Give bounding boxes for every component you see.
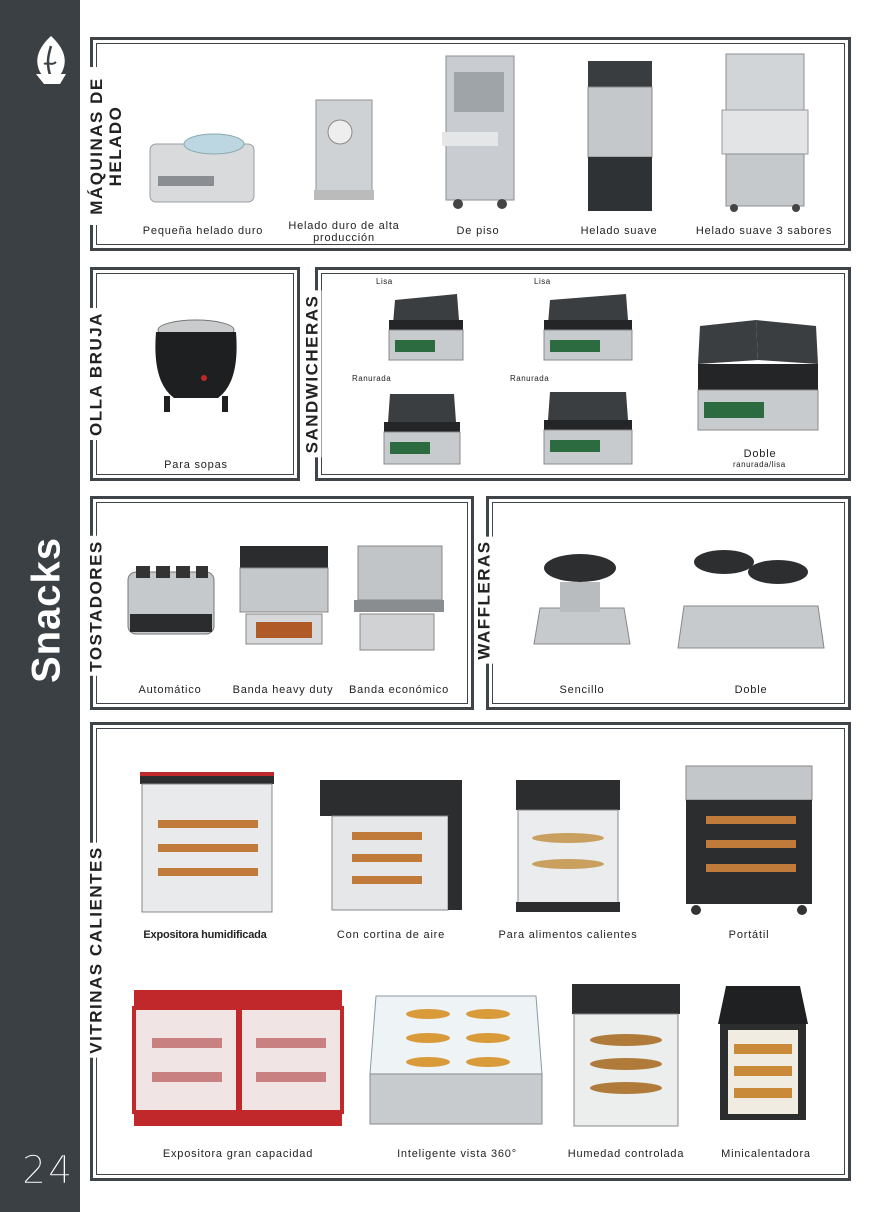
olla-caption: Para sopas: [164, 459, 228, 471]
vitrina-portatil-image: [684, 764, 814, 918]
helado-caption-5: Helado suave 3 sabores: [695, 225, 833, 237]
leaf-logo-icon: [30, 34, 72, 86]
tostador-caption-3: Banda económico: [348, 684, 450, 696]
tostadores-title: TOSTADORES: [87, 536, 106, 676]
sidebar: [0, 0, 80, 1212]
tostador-heavy-image: [236, 544, 332, 650]
wafflera-doble-image: [676, 544, 826, 652]
vitrina-gran-capacidad-image: [132, 988, 344, 1130]
page-number: 24: [22, 1148, 75, 1192]
vitrina-r2-caption-2: Inteligente vista 360°: [397, 1148, 517, 1160]
sandwich-lisa-1-image: [385, 290, 467, 366]
sandwich-ranurada-1-image: [380, 388, 464, 470]
vitrina-humidificada-image: [138, 770, 276, 916]
helado-piso-image: [440, 52, 520, 212]
helado-caption-2: Helado duro de alta producción: [288, 220, 400, 244]
section-title: Snacks: [24, 536, 69, 684]
tostador-caption-1: Automático: [138, 684, 202, 696]
waffleras-title: WAFFLERAS: [475, 536, 494, 663]
sandwich-tag-ranurada-1: Ranurada: [352, 374, 392, 383]
helado-caption-1: Pequeña helado duro: [142, 225, 264, 237]
sandwich-tag-lisa-2: Lisa: [534, 277, 551, 286]
olla-image: [150, 312, 242, 416]
sandwich-ranurada-2-image: [540, 386, 636, 470]
vitrina-minicalentadora-image: [716, 984, 810, 1128]
vitrina-r2-caption-1: Expositora gran capacidad: [162, 1148, 314, 1160]
vitrinas-title: VITRINAS CALIENTES: [87, 842, 106, 1057]
vitrina-r2-caption-3: Humedad controlada: [567, 1148, 685, 1160]
helado-caption-3: De piso: [456, 225, 500, 237]
sandwicheras-title: SANDWICHERAS: [303, 291, 322, 458]
olla-title: OLLA BRUJA: [87, 308, 106, 440]
wafflera-sencillo-image: [530, 548, 634, 648]
helado-pequena-image: [146, 128, 258, 208]
sandwich-doble-subcaption: ranurada/lisa: [733, 460, 786, 469]
vitrina-calientes-image: [514, 778, 622, 916]
vitrina-r1-caption-1: Expositora humidificada: [143, 929, 267, 941]
sandwich-doble-caption: Doble: [743, 448, 777, 460]
sandwich-tag-lisa-1: Lisa: [376, 277, 393, 286]
vitrina-humedad-image: [570, 982, 682, 1130]
tostador-economico-image: [352, 544, 446, 654]
sandwich-tag-ranurada-2: Ranurada: [510, 374, 550, 383]
helado-alta-image: [310, 96, 376, 204]
wafflera-caption-2: Doble: [734, 684, 768, 696]
tostador-automatico-image: [126, 564, 216, 640]
vitrina-360-image: [366, 986, 546, 1128]
vitrina-r1-caption-2: Con cortina de aire: [336, 929, 446, 941]
helado-caption-4: Helado suave: [580, 225, 658, 237]
vitrina-r1-caption-3: Para alimentos calientes: [498, 929, 638, 941]
helado-3-sabores-image: [720, 52, 810, 214]
tostador-caption-2: Banda heavy duty: [232, 684, 334, 696]
wafflera-caption-1: Sencillo: [559, 684, 605, 696]
vitrina-r1-caption-4: Portátil: [728, 929, 770, 941]
helado-suave-image: [584, 57, 656, 215]
helado-title: MÁQUINAS DE HELADO: [87, 67, 125, 225]
sandwich-lisa-2-image: [540, 290, 636, 366]
sandwich-doble-image: [696, 316, 822, 436]
vitrina-cortina-image: [318, 778, 464, 914]
vitrina-r2-caption-4: Minicalentadora: [721, 1148, 811, 1160]
